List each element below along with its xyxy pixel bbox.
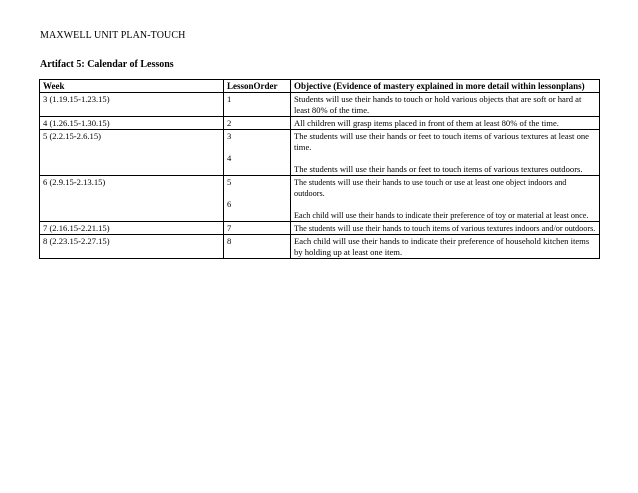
lesson-number: 2 — [227, 118, 232, 128]
week-cell: 4 (1.26.15-1.30.15) — [40, 117, 224, 130]
table-header-row — [40, 80, 600, 93]
objective-text: The students will use their hands to use touch or use at least one object indoors and outdoors. — [294, 178, 567, 198]
objective-cell — [291, 93, 600, 117]
lesson-number: 4 — [227, 153, 232, 163]
objective-text: Each child will use their hands to indicate their preference of toy or material at least once. — [294, 211, 589, 220]
objective-cell — [291, 176, 600, 222]
table-row — [40, 93, 600, 117]
objective-text: The students will use their hands to touch items of various textures indoors and/or outdoors. — [294, 224, 596, 233]
lesson-order-cell — [224, 130, 291, 176]
week-cell: 5 (2.2.15-2.6.15) — [40, 130, 224, 176]
objective-text: Each child will use their hands to indicate their preference of household kitchen items by holding up at least one item. — [294, 236, 590, 257]
week-cell: 8 (2.23.15-2.27.15) — [40, 235, 224, 259]
lesson-order-cell — [224, 235, 291, 259]
objective-text: The students will use their hands or feet to touch items of various textures outdoors. — [294, 164, 583, 174]
header-objective: Objective (Evidence of mastery explained in more detail within lessonplans) — [291, 80, 600, 93]
objective-cell — [291, 222, 600, 235]
table-row — [40, 130, 600, 176]
week-cell: 3 (1.19.15-1.23.15) — [40, 93, 224, 117]
lesson-number: 7 — [227, 223, 232, 233]
lesson-number: 6 — [227, 199, 232, 209]
lesson-number: 1 — [227, 94, 232, 104]
lesson-order-cell — [224, 222, 291, 235]
objective-text: Students will use their hands to touch or hold various objects that are soft or hard at least 80% of the time. — [294, 94, 582, 115]
lesson-order-cell — [224, 117, 291, 130]
lesson-number: 5 — [227, 177, 232, 187]
week-cell: 7 (2.16.15-2.21.15) — [40, 222, 224, 235]
header-lesson-order: LessonOrder — [224, 80, 291, 93]
document-title: MAXWELL UNIT PLAN-TOUCH — [40, 30, 186, 41]
objective-cell — [291, 130, 600, 176]
header-week: Week — [40, 80, 224, 93]
objective-cell — [291, 235, 600, 259]
artifact-title: Artifact 5: Calendar of Lessons — [40, 59, 174, 70]
lesson-order-cell — [224, 93, 291, 117]
table-row — [40, 117, 600, 130]
lesson-order-cell — [224, 176, 291, 222]
objective-cell — [291, 117, 600, 130]
table-row — [40, 176, 600, 222]
lesson-number: 3 — [227, 131, 232, 141]
lesson-number: 8 — [227, 236, 232, 246]
objective-text: All children will grasp items placed in front of them at least 80% of the time. — [294, 118, 559, 128]
table-row — [40, 235, 600, 259]
objective-text: The students will use their hands or feet to touch items of various textures at least one time. — [294, 131, 589, 152]
week-cell: 6 (2.9.15-2.13.15) — [40, 176, 224, 222]
calendar-of-lessons-table — [39, 79, 600, 259]
table-row — [40, 222, 600, 235]
